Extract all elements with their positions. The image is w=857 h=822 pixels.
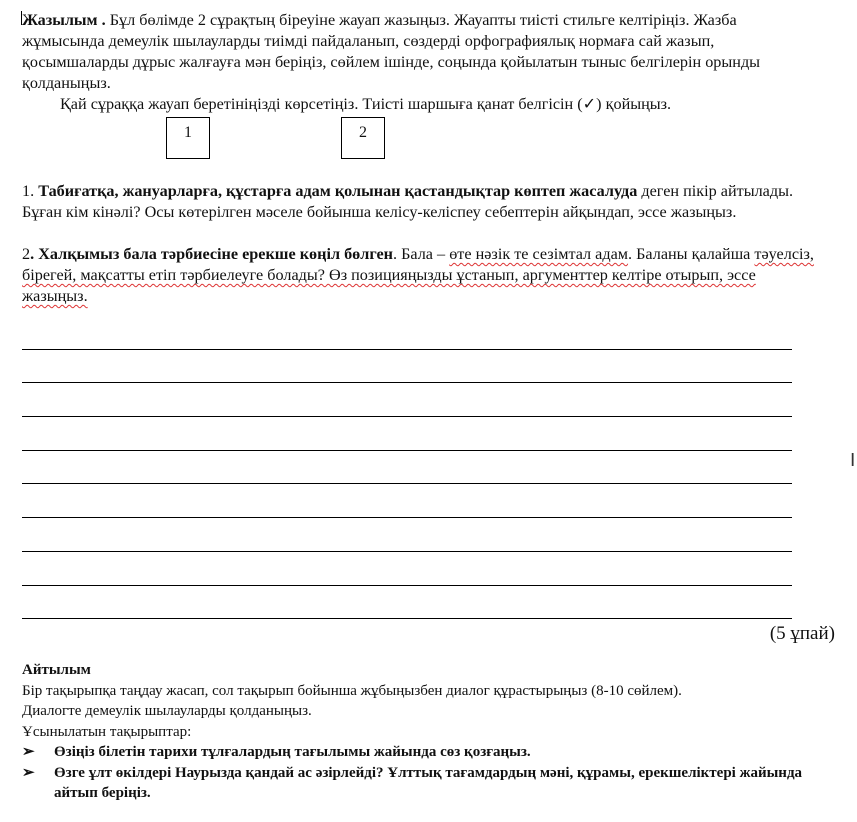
topic-text-2: Өзге ұлт өкілдері Наурызда қандай ас әзірлейді? Ұлттық тағамдардың мәні, құрамы, ерекшеліктері жайында айтып беріңіз. [54, 764, 803, 802]
intro-paragraph [22, 10, 822, 94]
choice-box-2[interactable]: 2 [341, 117, 385, 159]
topic-text-1: Өзіңіз білетін тарихи тұлғалардың тағылымы жайында сөз қозғаңыз. [54, 744, 531, 761]
answer-line[interactable] [22, 417, 792, 451]
question-1 [22, 181, 812, 223]
topic-bullet-2 [22, 763, 837, 804]
answer-line[interactable] [22, 518, 792, 552]
question-2-bold: . Халқымыз бала тәрбиесіне ерекше көңіл бөлген [30, 245, 394, 263]
answer-line[interactable] [22, 350, 792, 384]
instruction-text: Қай сұраққа жауап беретініңізді көрсетіңіз. Тиісті шаршыға қанат белгісін (✓) қойыңыз. [60, 95, 672, 113]
topic-bullet-1 [22, 742, 837, 763]
intro-text: Бұл бөлімде 2 сұрақтың біреуіне жауап жазыңыз. Жауапты тиісті стильге келтіріңіз. Жазба жұмысында демеулік шылауларды тиімді пайдаланып, сөздерді орфографиялық нормаға сай жазып, қосымшаларды дұрыс жалғауға мән беріңіз, сөйлем ішінде, соңында қойылатын тыныс белгілерін орынды қолданыңыз. [22, 11, 761, 92]
document-page [22, 10, 837, 804]
answer-line[interactable] [22, 451, 792, 485]
answer-line[interactable] [22, 586, 792, 620]
choice-box-1[interactable]: 1 [166, 117, 210, 159]
question-2-spellcheck-a: өте нәзік те сезімтал адам [449, 245, 629, 263]
speaking-section [22, 660, 837, 804]
question-1-bold: Табиғатқа, жануарларға, құстарға адам қолынан қастандықтар көптеп жасалуда [38, 182, 638, 200]
question-2-spellcheck-b: тәуелсіз, бірегей, мақсатты етіп тәрбиелеуге болады? Өз позицияңызды ұстанып, аргументтер келтіре отырып, эссе жазыңыз. [22, 245, 814, 305]
answer-line[interactable] [22, 552, 792, 586]
question-1-number: 1. [22, 182, 39, 200]
answer-line[interactable] [22, 316, 792, 350]
speaking-line-3: Ұсынылатын тақырыптар: [22, 723, 192, 740]
arrow-bullet-icon: ➢ [22, 744, 35, 761]
answer-lines[interactable] [22, 316, 792, 619]
question-2-text-b: . Баланы қалайша [628, 245, 755, 263]
arrow-bullet-icon: ➢ [22, 764, 35, 781]
choice-boxes [22, 117, 837, 167]
answer-line[interactable] [22, 484, 792, 518]
answer-line[interactable] [22, 383, 792, 417]
speaking-line-2: Диалогте демеулік шылауларды қолданыңыз. [22, 703, 312, 720]
question-2 [22, 244, 817, 307]
question-2-number: 2 [22, 245, 31, 263]
section-heading-speaking: Айтылым [22, 662, 91, 679]
score-label: (5 ұпай) [769, 623, 835, 645]
question-2-text-a: . Бала – [393, 245, 450, 263]
question-1-text: деген пікір айтылады. Бұған кім кінәлі? Осы көтерілген мәселе бойынша келісу-келіспеу себептерін айқындап, эссе жазыңыз. [22, 182, 793, 221]
speaking-line-1: Бір тақырыпқа таңдау жасап, сол тақырып бойынша жұбыңызбен диалог құрастырыңыз (8-10 сөйлем). [22, 682, 682, 699]
section-heading-writing: Жазылым . [22, 11, 106, 29]
ibeam-cursor-icon: I [850, 450, 856, 471]
